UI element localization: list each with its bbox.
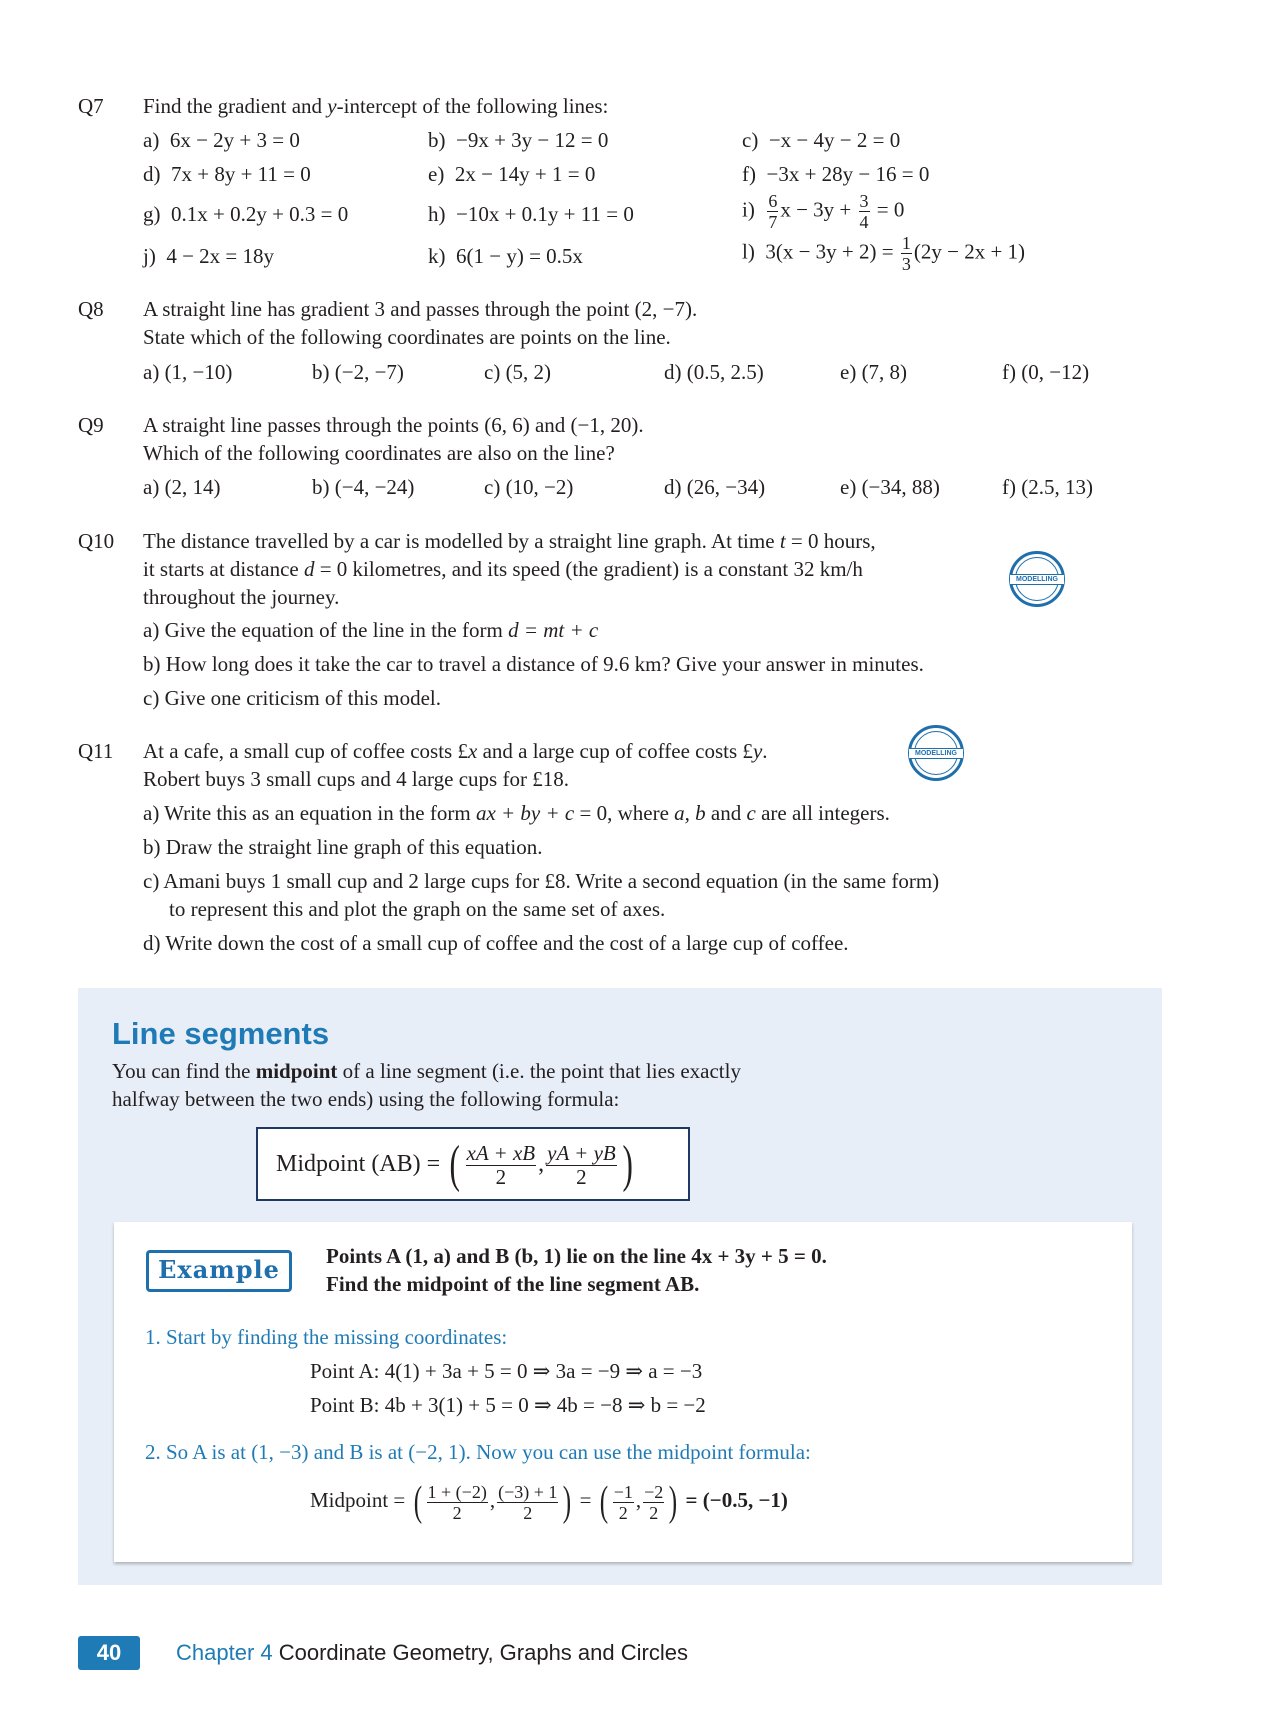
q8-option-b: b) (−2, −7) (312, 360, 404, 384)
q7-l-num: 1 (901, 233, 911, 253)
q10-line1 (143, 529, 876, 554)
calc-close-paren-2: ) (669, 1479, 678, 1526)
q7-i-den2: 4 (859, 212, 869, 232)
q8-option-d: d) (0.5, 2.5) (664, 360, 764, 384)
q9-option-b: b) (−4, −24) (312, 475, 415, 499)
q11-part-c-line1: c) Amani buys 1 small cup and 2 large cups for £8. Write a second equation (in the same form) (143, 869, 940, 893)
q7-i-mid: x − 3y + (780, 197, 852, 222)
q7-j-label: j) (143, 244, 156, 268)
q11-part-a (143, 801, 890, 826)
formula-y-num: yA + yB (547, 1140, 616, 1165)
line-segments-intro-1 (112, 1059, 741, 1084)
q10-line1-a: The distance travelled by a car is modelled by a straight line graph. At time (143, 529, 780, 553)
q7-c (742, 128, 900, 153)
q9-option-e: e) (−34, 88) (840, 475, 940, 499)
q7-d-label: d) (143, 162, 161, 186)
q7-i-frac1 (767, 192, 778, 231)
calc-open-paren-1: ( (413, 1479, 422, 1526)
example-question-1: Points A (1, a) and B (b, 1) lie on the line 4x + 3y + 5 = 0. (326, 1244, 827, 1268)
q11-line1-c: . (762, 739, 768, 763)
q8-option-c: c) (5, 2) (484, 360, 552, 384)
q11-part-a-vars: a, b (674, 801, 706, 825)
modelling-badge-icon (908, 725, 964, 781)
midpoint-formula (276, 1134, 636, 1194)
footer-chapter-label: Chapter 4 (176, 1640, 273, 1665)
calc-label: Midpoint = (310, 1488, 406, 1512)
q9-line1: A straight line passes through the points (6, 6) and (−1, 20). (143, 413, 644, 437)
calc-frac-4-den: 2 (649, 1502, 659, 1523)
q9-option-d: d) (26, −34) (664, 475, 766, 499)
q9-number: Q9 (78, 413, 104, 437)
q11-number: Q11 (78, 739, 114, 763)
intro-text-a: You can find the (112, 1059, 256, 1083)
q11-line1-y: y (752, 739, 763, 763)
q11-part-a-text4: are all integers. (755, 801, 890, 825)
q7-a (143, 128, 300, 153)
q7-e-expr: 2x − 14y + 1 = 0 (454, 162, 596, 186)
q7-prompt-var: y (327, 94, 337, 118)
formula-y-frac (546, 1140, 617, 1189)
q7-k-expr: 6(1 − y) = 0.5x (456, 244, 583, 268)
q10-part-a-text: a) Give the equation of the line in the form (143, 618, 509, 642)
modelling-badge-ring (914, 731, 958, 775)
page-number: 40 (78, 1636, 140, 1670)
calc-frac-3-den: 2 (618, 1502, 628, 1523)
q7-c-label: c) (742, 128, 759, 152)
q7-d-expr: 7x + 8y + 11 = 0 (171, 162, 311, 186)
q7-j-expr: 4 − 2x = 18y (166, 244, 275, 268)
formula-y-den: 2 (576, 1164, 587, 1189)
q7-b-expr: −9x + 3y − 12 = 0 (456, 128, 609, 152)
calc-frac-2-num: (−3) + 1 (498, 1481, 558, 1502)
q7-i-num2: 3 (859, 191, 869, 211)
example-point-a: Point A: 4(1) + 3a + 5 = 0 ⇒ 3a = −9 ⇒ a = −3 (310, 1359, 703, 1383)
calc-frac-2 (497, 1483, 558, 1522)
example-midpoint-calc: Midpoint = ( $\frac{1 + (-2)}{2}$ , $\frac{(-3) + 1}{2}$ ) = ( $\frac{-1}{2}$ , $\frac{-2}{2}$ ) = (−0.5, −1) (310, 1479, 788, 1526)
q11-line1-b: and a large cup of coffee costs £ (477, 739, 753, 763)
q7-f-expr: −3x + 28y − 16 = 0 (766, 162, 930, 186)
calc-frac-3 (613, 1483, 634, 1522)
calc-frac-2-den: 2 (523, 1502, 533, 1523)
q7-i (742, 192, 904, 231)
q7-g-label: g) (143, 202, 161, 226)
q7-b-label: b) (428, 128, 446, 152)
calc-frac-1-num: 1 + (−2) (427, 1481, 487, 1502)
line-segments-intro-2: halfway between the two ends) using the following formula: (112, 1087, 620, 1111)
q7-prompt-b: -intercept of the following lines: (336, 94, 609, 118)
calc-result: = (−0.5, −1) (685, 1488, 788, 1512)
calc-equals: = (579, 1488, 592, 1512)
q10-line1-var: t (779, 529, 786, 553)
q10-line1-b: = 0 hours, (785, 529, 876, 553)
q8-option-e: e) (7, 8) (840, 360, 908, 384)
q10-part-a-formula: d = mt + c (508, 618, 599, 642)
example-step-2: 2. So A is at (1, −3) and B is at (−2, 1). Now you can use the midpoint formula: (145, 1440, 811, 1464)
formula-x-den: 2 (495, 1164, 507, 1189)
calc-frac-3-num: −1 (613, 1481, 633, 1502)
example-question-2: Find the midpoint of the line segment AB. (326, 1272, 700, 1296)
modelling-badge-icon (1009, 551, 1065, 607)
q7-prompt-a: Find the gradient and (143, 94, 328, 118)
formula-open-paren: ( (449, 1136, 461, 1194)
q7-g (143, 202, 348, 227)
q7-a-label: a) (143, 128, 160, 152)
q11-part-c-line2: to represent this and plot the graph on the same set of axes. (169, 897, 666, 921)
q10-part-b: b) How long does it take the car to travel a distance of 9.6 km? Give your answer in minutes. (143, 652, 924, 676)
q7-b (428, 128, 608, 153)
formula-x-num: xA + xB (466, 1140, 536, 1165)
calc-frac-1 (427, 1483, 488, 1522)
q7-d (143, 162, 311, 187)
q7-h-expr: −10x + 0.1y + 11 = 0 (456, 202, 634, 226)
q7-h-label: h) (428, 202, 446, 226)
q10-part-a (143, 618, 598, 643)
formula-close-paren: ) (622, 1136, 633, 1194)
calc-frac-4-num: −2 (644, 1481, 664, 1502)
example-stamp: Example (146, 1250, 292, 1292)
q11-line2: Robert buys 3 small cups and 4 large cups for £18. (143, 767, 569, 791)
q7-h (428, 202, 634, 227)
q11-line1-a: At a cafe, a small cup of coffee costs £ (143, 739, 468, 763)
example-step-1: 1. Start by finding the missing coordinates: (145, 1325, 508, 1349)
q11-part-a-var-c: c (746, 801, 756, 825)
formula-comma: , (538, 1151, 545, 1177)
q10-line2 (143, 557, 863, 582)
q11-line1 (143, 739, 768, 764)
intro-bold-midpoint: midpoint (255, 1059, 338, 1083)
q7-c-expr: −x − 4y − 2 = 0 (768, 128, 901, 152)
q7-prompt (143, 94, 608, 119)
q7-f (742, 162, 929, 187)
q10-number: Q10 (78, 529, 115, 553)
q8-line1: A straight line has gradient 3 and passes through the point (2, −7). (143, 297, 698, 321)
q7-number: Q7 (78, 94, 104, 118)
q7-e (428, 162, 595, 187)
q7-l-post: (2y − 2x + 1) (913, 239, 1026, 264)
modelling-badge-label: MODELLING (1010, 574, 1064, 585)
q7-k-label: k) (428, 244, 446, 268)
intro-text-b: of a line segment (i.e. the point that lies exactly (337, 1059, 741, 1083)
q11-part-a-formula: ax + by + c (475, 801, 575, 825)
formula-label: Midpoint (AB) = (276, 1151, 441, 1177)
calc-close-paren-1: ) (563, 1479, 572, 1526)
modelling-badge-label: MODELLING (909, 748, 963, 759)
line-segments-title: Line segments (112, 1016, 330, 1051)
q11-part-d: d) Write down the cost of a small cup of coffee and the cost of a large cup of coffee. (143, 931, 849, 955)
q9-option-a: a) (2, 14) (143, 475, 221, 499)
q11-part-a-text3: and (705, 801, 747, 825)
q7-l-pre: 3(x − 3y + 2) = (765, 239, 894, 264)
q7-l-frac (901, 234, 912, 273)
q10-part-c: c) Give one criticism of this model. (143, 686, 442, 710)
q7-e-label: e) (428, 162, 445, 186)
formula-x-frac (466, 1140, 537, 1189)
calc-open-paren-2: ( (599, 1479, 608, 1526)
q10-line2-a: it starts at distance (143, 557, 304, 581)
q8-option-a: a) (1, −10) (143, 360, 233, 384)
q7-a-expr: 6x − 2y + 3 = 0 (169, 128, 300, 152)
q7-i-den1: 7 (768, 212, 778, 232)
q9-option-c: c) (10, −2) (484, 475, 574, 499)
q11-line1-x: x (467, 739, 478, 763)
q7-i-frac2 (859, 192, 870, 231)
q10-line3: throughout the journey. (143, 585, 340, 609)
q7-l-label: l) (742, 239, 755, 264)
footer-chapter (176, 1640, 688, 1666)
q9-option-f: f) (2.5, 13) (1002, 475, 1093, 499)
q8-option-f: f) (0, −12) (1002, 360, 1090, 384)
q7-i-end: = 0 (876, 197, 905, 222)
q11-part-b: b) Draw the straight line graph of this equation. (143, 835, 543, 859)
footer-chapter-title: Coordinate Geometry, Graphs and Circles (278, 1640, 688, 1665)
q7-l (742, 234, 1025, 273)
modelling-badge-ring (1015, 557, 1059, 601)
q7-i-num1: 6 (768, 191, 778, 211)
q7-g-expr: 0.1x + 0.2y + 0.3 = 0 (171, 202, 349, 226)
q11-part-a-text1: a) Write this as an equation in the form (143, 801, 476, 825)
q7-k (428, 244, 583, 269)
q11-part-a-text2: = 0, where (574, 801, 675, 825)
q7-l-den: 3 (901, 254, 911, 274)
example-point-b: Point B: 4b + 3(1) + 5 = 0 ⇒ 4b = −8 ⇒ b = −2 (310, 1393, 706, 1417)
calc-frac-4 (643, 1483, 664, 1522)
q7-f-label: f) (742, 162, 756, 186)
calc-frac-1-den: 2 (452, 1502, 462, 1523)
q8-number: Q8 (78, 297, 104, 321)
q10-line2-b: = 0 kilometres, and its speed (the gradient) is a constant 32 km/h (314, 557, 863, 581)
q7-j (143, 244, 274, 269)
q8-line2: State which of the following coordinates are points on the line. (143, 325, 671, 349)
q7-i-label: i) (742, 197, 755, 222)
q10-line2-var: d (303, 557, 315, 581)
q9-line2: Which of the following coordinates are also on the line? (143, 441, 615, 465)
